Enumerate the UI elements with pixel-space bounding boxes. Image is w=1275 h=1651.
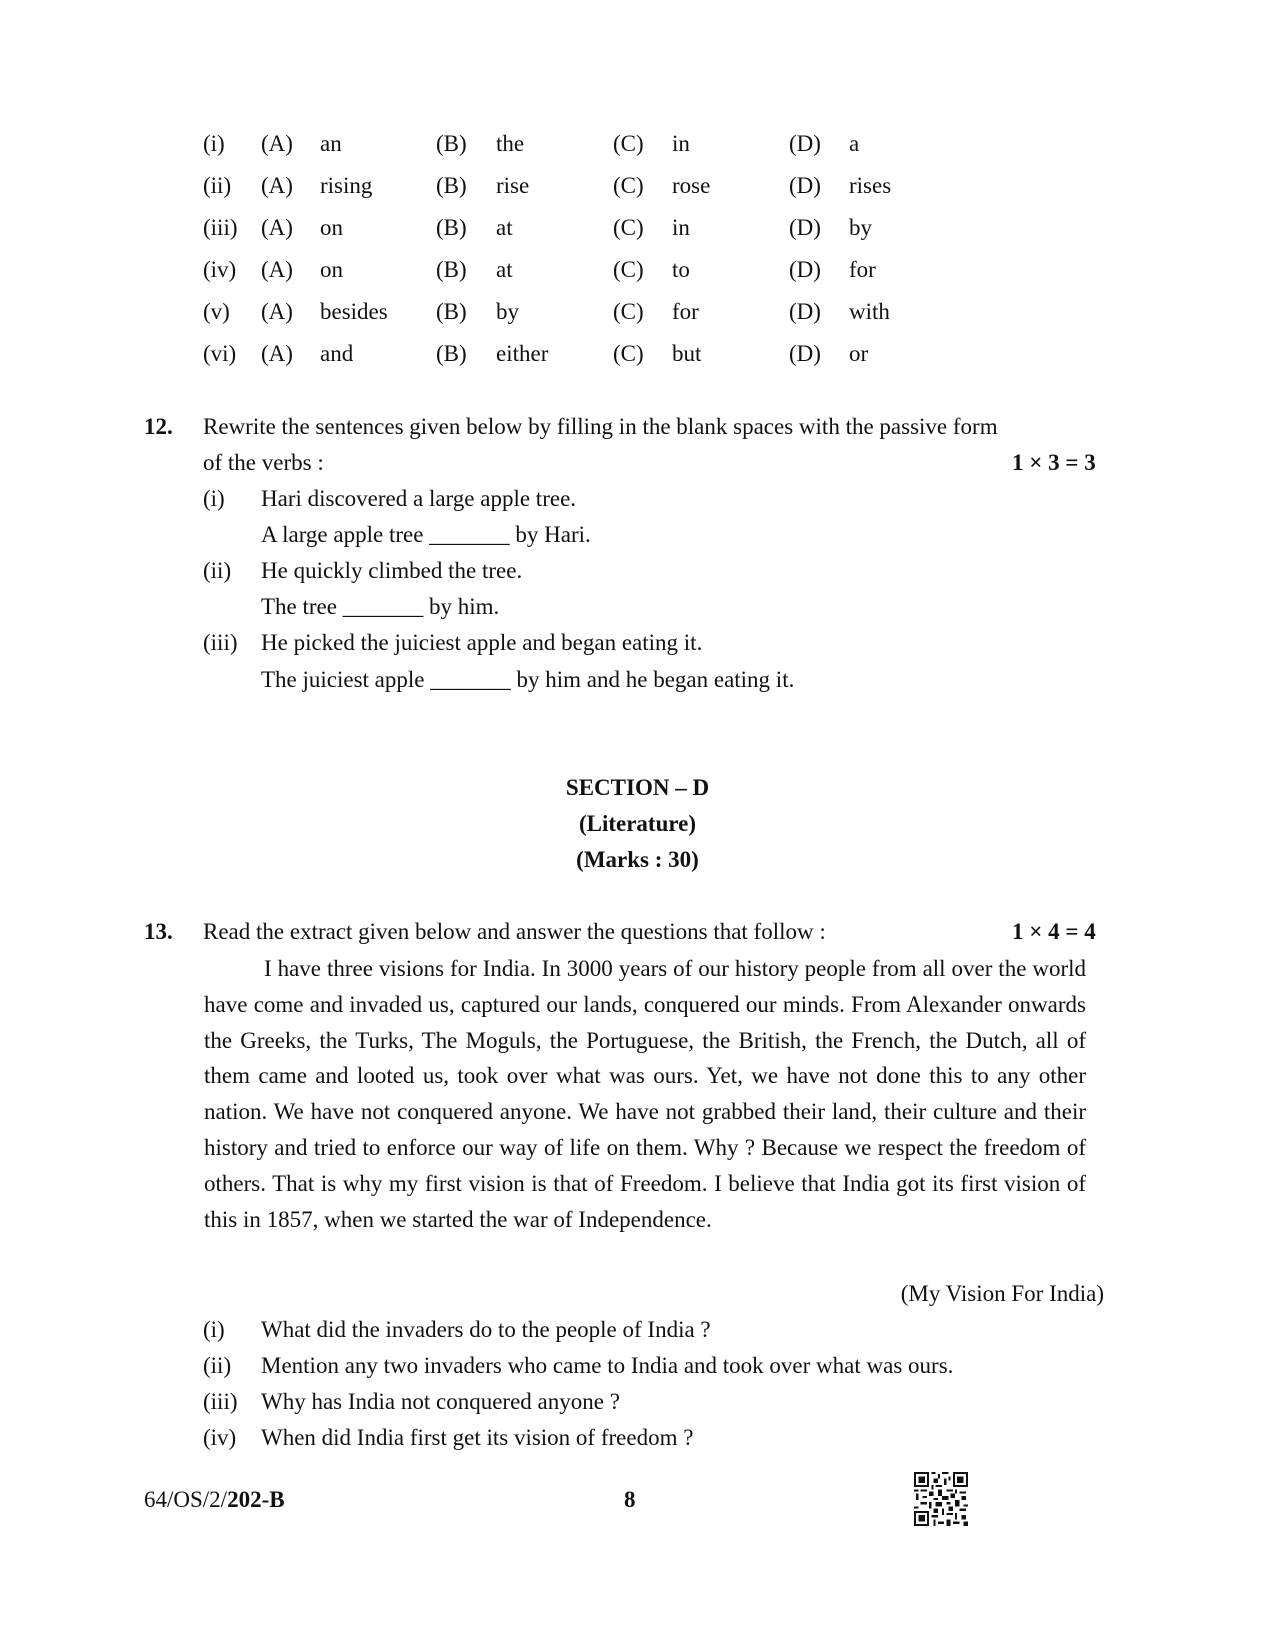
paper-code: [144, 1486, 285, 1514]
passive-sentence-blank: A large apple tree _______ by Hari.: [261, 522, 591, 547]
option-c: for: [672, 299, 699, 324]
sub-question: What did the invaders do to the people of India ?: [261, 1317, 711, 1342]
item-number: (iii): [203, 630, 238, 655]
question-number: 12.: [144, 414, 173, 439]
option-letter-b: (B): [436, 215, 467, 240]
extract-source: (My Vision For India): [900, 1281, 1104, 1306]
option-b: at: [496, 215, 513, 240]
option-letter-b: (B): [436, 341, 467, 366]
option-a: besides: [320, 299, 388, 324]
option-row-number: (iii): [203, 215, 238, 240]
option-row-number: (v): [203, 299, 230, 324]
option-letter-b: (B): [436, 131, 467, 156]
option-letter-b: (B): [436, 257, 467, 282]
option-letter-d: (D): [789, 299, 821, 324]
option-b: rise: [496, 173, 530, 198]
page-number: 8: [624, 1487, 636, 1512]
question-text: Read the extract given below and answer the questions that follow :: [203, 919, 826, 944]
option-d: rises: [849, 173, 892, 198]
option-b: either: [496, 341, 549, 366]
option-row-number: (vi): [203, 341, 237, 366]
extract-paragraph: I have three visions for India. In 3000 years of our history people from all over the world have come and invaded us, captured our lands, conquered our minds. From Alexander onwards the Greeks, the Turks, The Moguls, the Portuguese, the British, the French, the Dutch, all of them came and looted us, took over what was ours. Yet, we have not done this to any other nation. We have not conquered anyone. We have not grabbed their land, their culture and their history and tried to enforce our way of life on them. Why ? Because we respect the freedom of others. That is why my first vision is that of Freedom. I believe that India got its first vision of this in 1857, when we started the war of Independence.: [204, 956, 1086, 1232]
option-row: [0, 172, 1275, 206]
sub-question: When did India first get its vision of freedom ?: [261, 1425, 694, 1450]
option-a: on: [320, 257, 343, 282]
option-letter-d: (D): [789, 131, 821, 156]
option-c: in: [672, 215, 690, 240]
option-row: [0, 130, 1275, 164]
option-d: with: [849, 299, 890, 324]
option-b: at: [496, 257, 513, 282]
option-c: in: [672, 131, 690, 156]
sub-question: Why has India not conquered anyone ?: [261, 1389, 620, 1414]
item-number: (i): [203, 1317, 225, 1342]
section-marks: (Marks : 30): [576, 847, 699, 872]
option-letter-a: (A): [261, 257, 293, 282]
option-row: [0, 298, 1275, 332]
marks-label: 1 × 4 = 4: [1012, 919, 1096, 944]
item-number: (ii): [203, 1353, 232, 1378]
option-b: the: [496, 131, 525, 156]
option-letter-a: (A): [261, 131, 293, 156]
sub-question: Mention any two invaders who came to India and took over what was ours.: [261, 1353, 954, 1378]
option-letter-d: (D): [789, 173, 821, 198]
option-a: on: [320, 215, 343, 240]
item-number: (iv): [203, 1425, 237, 1450]
option-a: an: [320, 131, 342, 156]
option-c: rose: [672, 173, 711, 198]
option-c: to: [672, 257, 690, 282]
question-number: 13.: [144, 919, 173, 944]
section-title: SECTION – D: [565, 775, 710, 800]
paper-code-suffix: 202-B: [227, 1487, 285, 1512]
marks-label: 1 × 3 = 3: [1012, 450, 1096, 475]
section-subtitle: (Literature): [578, 811, 697, 836]
passive-sentence-blank: The tree _______ by him.: [261, 594, 500, 619]
option-letter-b: (B): [436, 173, 467, 198]
option-letter-d: (D): [789, 215, 821, 240]
option-row: [0, 256, 1275, 290]
option-letter-d: (D): [789, 257, 821, 282]
option-c: but: [672, 341, 702, 366]
option-a: rising: [320, 173, 373, 198]
option-letter-a: (A): [261, 299, 293, 324]
option-row: [0, 340, 1275, 374]
option-b: by: [496, 299, 519, 324]
item-number: (ii): [203, 558, 232, 583]
option-letter-c: (C): [613, 341, 644, 366]
option-d: by: [849, 215, 872, 240]
option-letter-c: (C): [613, 257, 644, 282]
option-row-number: (i): [203, 131, 225, 156]
option-letter-b: (B): [436, 299, 467, 324]
option-letter-d: (D): [789, 341, 821, 366]
option-letter-c: (C): [613, 131, 644, 156]
active-sentence: He picked the juiciest apple and began eating it.: [261, 630, 703, 655]
active-sentence: Hari discovered a large apple tree.: [261, 486, 577, 511]
option-letter-a: (A): [261, 341, 293, 366]
option-letter-c: (C): [613, 215, 644, 240]
option-letter-c: (C): [613, 299, 644, 324]
paper-code-prefix: 64/OS/2/: [144, 1487, 228, 1512]
option-d: or: [849, 341, 869, 366]
option-a: and: [320, 341, 354, 366]
option-letter-c: (C): [613, 173, 644, 198]
option-row: [0, 214, 1275, 248]
option-letter-a: (A): [261, 173, 293, 198]
item-number: (i): [203, 486, 225, 511]
passive-sentence-blank: The juiciest apple _______ by him and he began eating it.: [261, 667, 795, 692]
option-row-number: (ii): [203, 173, 232, 198]
option-d: a: [849, 131, 860, 156]
question-text-continued: of the verbs :: [203, 450, 324, 475]
option-row-number: (iv): [203, 257, 237, 282]
option-d: for: [849, 257, 876, 282]
qr-code-icon: [914, 1472, 968, 1526]
item-number: (iii): [203, 1389, 238, 1414]
active-sentence: He quickly climbed the tree.: [261, 558, 523, 583]
option-letter-a: (A): [261, 215, 293, 240]
question-text: Rewrite the sentences given below by filling in the blank spaces with the passive form: [203, 414, 998, 439]
